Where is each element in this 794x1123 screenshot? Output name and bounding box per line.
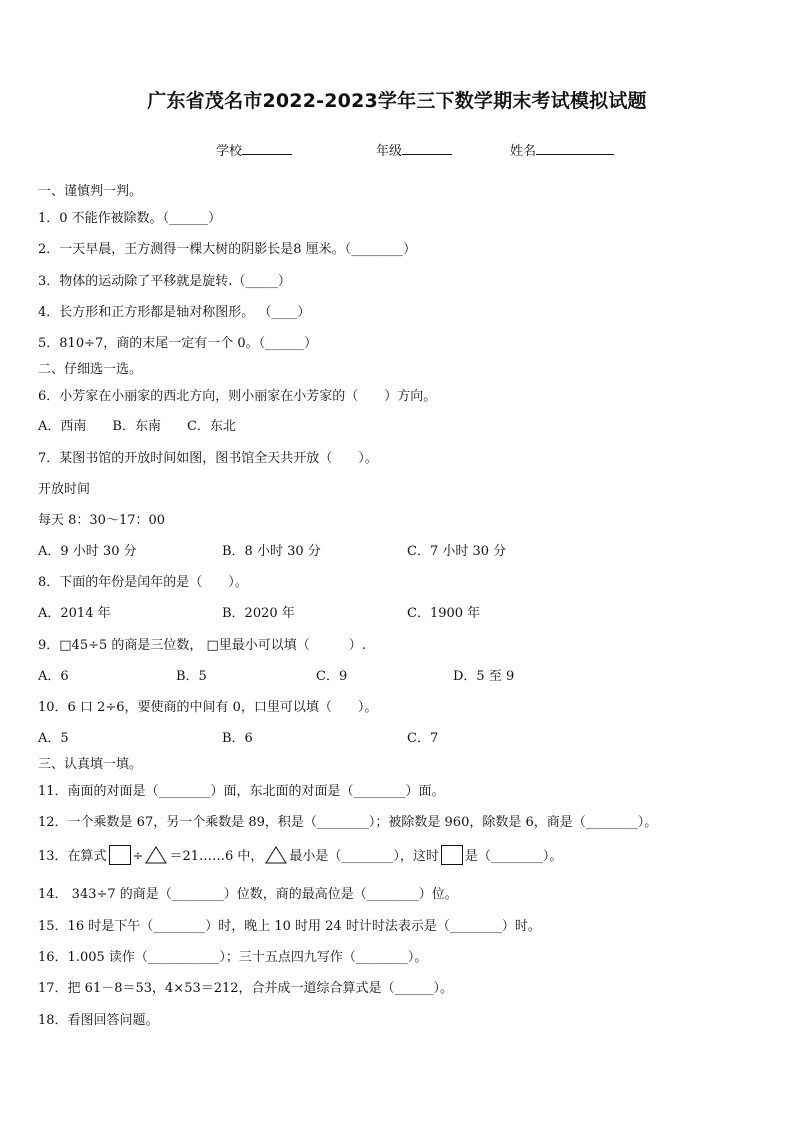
- page-title: 广东省茂名市2022-2023学年三下数学期末考试模拟试题: [147, 90, 647, 112]
- question-9-option-d: D．5 至 9: [453, 669, 515, 684]
- question-7: 7．某图书馆的开放时间如图，图书馆全天共开放（ ）。: [38, 451, 378, 466]
- question-11: 11．南面的对面是（________）面，东北面的对面是（________）面。: [38, 784, 445, 799]
- section-2-heading: 二、仔细选一选。: [38, 362, 143, 377]
- question-3: 3．物体的运动除了平移就是旋转.（_____）: [38, 274, 291, 289]
- question-13: [38, 845, 562, 868]
- question-8-option-c: C．1900 年: [407, 606, 481, 621]
- question-7-option-a: A．9 小时 30 分: [38, 544, 137, 559]
- question-8: 8．下面的年份是闰年的是（ ）。: [38, 575, 248, 590]
- question-6-options: A．西南 B．东南 C．东北: [38, 419, 236, 434]
- triangle-icon: [145, 846, 167, 868]
- grade-label: 年级: [376, 144, 403, 159]
- school-blank[interactable]: [242, 142, 292, 155]
- question-9-option-c: C．9: [316, 669, 348, 684]
- question-10-option-b: B．6: [222, 731, 253, 746]
- question-13-part-1: 13．在算式: [38, 849, 107, 864]
- question-7-note-title: 开放时间: [38, 482, 91, 497]
- section-3-heading: 三、认真填一填。: [38, 757, 143, 772]
- question-16: 16．1.005 读作（___________）；三十五点四九写作（________）。: [38, 950, 428, 965]
- question-6: 6．小芳家在小丽家的西北方向，则小丽家在小芳家的（ ）方向。: [38, 389, 437, 404]
- triangle-icon: [265, 846, 287, 868]
- question-5: 5．810÷7，商的末尾一定有一个 0。（______）: [38, 336, 318, 351]
- question-8-option-a: A．2014 年: [38, 606, 111, 621]
- question-13-part-5: 是（________）。: [464, 849, 563, 864]
- question-18: 18．看图回答问题。: [38, 1013, 159, 1028]
- question-7-option-b: B．8 小时 30 分: [222, 544, 321, 559]
- question-10: 10．6 口 2÷6，要使商的中间有 0，口里可以填（ ）。: [38, 700, 378, 715]
- school-label: 学校: [216, 144, 243, 159]
- question-9-option-a: A．6: [38, 669, 69, 684]
- question-13-part-3: ＝21……6 中，: [169, 849, 264, 864]
- question-13-part-2: ÷: [132, 849, 144, 864]
- question-7-option-c: C．7 小时 30 分: [407, 544, 507, 559]
- name-blank[interactable]: [536, 142, 614, 155]
- question-12: 12．一个乘数是 67，另一个乘数是 89，积是（________）；被除数是 960，除数是 6，商是（________）。: [38, 815, 658, 830]
- question-9: 9．□45÷5 的商是三位数， □里最小可以填（ ）.: [38, 638, 366, 653]
- question-10-option-c: C．7: [407, 731, 439, 746]
- name-label: 姓名: [510, 144, 537, 159]
- grade-blank[interactable]: [402, 142, 452, 155]
- question-17: 17．把 61－8＝53，4×53＝212，合并成一道综合算式是（______）。: [38, 981, 454, 996]
- question-7-note-time: 每天 8：30～17：00: [38, 513, 166, 528]
- question-1: 1．0 不能作被除数。（______）: [38, 211, 222, 226]
- question-8-option-b: B．2020 年: [222, 606, 295, 621]
- question-15: 15．16 时是下午（________）时，晚上 10 时用 24 时计时法表示是（________）时。: [38, 919, 541, 934]
- grade-field: [376, 140, 452, 159]
- school-field: [216, 140, 292, 159]
- square-box-icon: [109, 845, 131, 865]
- name-field: [510, 140, 614, 159]
- square-box-icon: [441, 845, 463, 865]
- question-9-option-b: B．5: [176, 669, 207, 684]
- question-4: 4．长方形和正方形都是轴对称图形。 （____）: [38, 305, 311, 320]
- question-13-part-4: 最小是（________），这时: [289, 849, 439, 864]
- question-10-option-a: A．5: [38, 731, 69, 746]
- question-2: 2．一天早晨，王方测得一棵大树的阴影长是8 厘米。（________）: [38, 242, 417, 257]
- question-14: 14． 343÷7 的商是（________）位数，商的最高位是（________）位。: [38, 887, 458, 902]
- section-1-heading: 一、谨慎判一判。: [38, 184, 143, 199]
